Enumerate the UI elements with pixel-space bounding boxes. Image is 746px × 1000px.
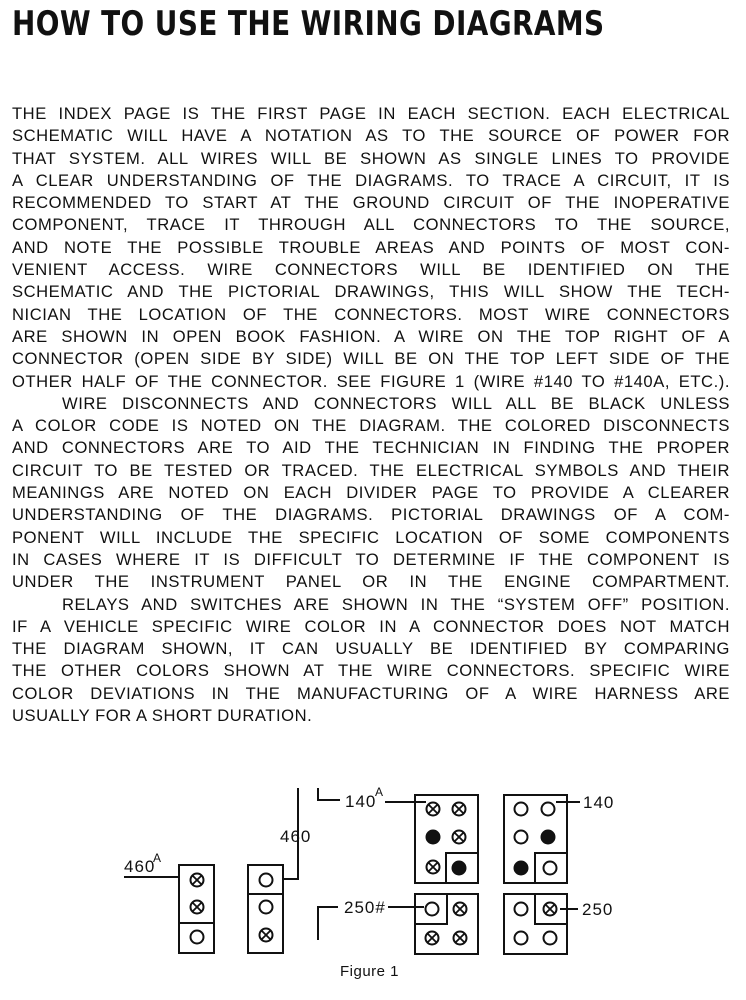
connector-460 — [248, 788, 311, 953]
figure-caption: Figure 1 — [340, 963, 400, 980]
connector-460a — [124, 851, 214, 953]
text-line: ARE SHOWN IN OPEN BOOK FASHION. A WIRE ON THE TOP RIGHT OF A — [12, 326, 730, 346]
text-line: COMPONENT, TRACE IT THROUGH ALL CONNECTORS TO THE SOURCE, — [12, 215, 730, 235]
text-line: VENIENT ACCESS. WIRE CONNECTORS WILL BE IDENTIFIED ON THE — [12, 260, 730, 280]
text-line: AND NOTE THE POSSIBLE TROUBLE AREAS AND POINTS OF MOST CON- — [12, 237, 730, 257]
text-line: SCHEMATIC AND THE PICTORIAL DRAWINGS, THIS WILL SHOW THE TECH- — [12, 282, 730, 302]
text-line: WIRE DISCONNECTS AND CONNECTORS WILL ALL BE BLACK UNLESS — [62, 393, 730, 413]
text-line: THAT SYSTEM. ALL WIRES WILL BE SHOWN AS SINGLE LINES TO PROVIDE — [12, 148, 730, 168]
text-line: UNDERSTANDING OF THE DIAGRAMS. PICTORIAL DRAWINGS OF A COM- — [12, 505, 730, 525]
paragraph — [12, 103, 730, 393]
text-line: AND CONNECTORS ARE TO AID THE TECHNICIAN IN FINDING THE PROPER — [12, 438, 730, 458]
text-line: THE OTHER COLORS SHOWN AT THE WIRE CONNECTORS. SPECIFIC WIRE — [12, 661, 730, 681]
text-line: USUALLY FOR A SHORT DURATION. — [12, 706, 313, 726]
page-title: HOW TO USE THE WIRING DIAGRAMS — [12, 4, 605, 44]
wire-label-460a: 460 — [124, 857, 156, 876]
text-line: RECOMMENDED TO START AT THE GROUND CIRCUIT OF THE INOPERATIVE — [12, 193, 730, 213]
text-line: THE INDEX PAGE IS THE FIRST PAGE IN EACH SECTION. EACH ELECTRICAL — [12, 104, 730, 123]
text-line: UNDER THE INSTRUMENT PANEL OR IN THE ENGINE COMPARTMENT. — [12, 572, 730, 592]
wire-label-250: 250 — [582, 900, 614, 919]
connector-250-hash — [318, 894, 478, 954]
text-line: PONENT WILL INCLUDE THE SPECIFIC LOCATION OF SOME COMPONENTS — [12, 527, 730, 547]
text-line: A CLEAR UNDERSTANDING OF THE DIAGRAMS. TO TRACE A CIRCUIT, IT IS — [12, 170, 730, 190]
text-line: CONNECTOR (OPEN SIDE BY SIDE) WILL BE ON THE TOP LEFT SIDE OF THE — [12, 349, 730, 369]
wire-label-140: 140 — [583, 793, 615, 812]
wire-label-140a: 140 — [345, 792, 377, 811]
text-line: A COLOR CODE IS NOTED ON THE DIAGRAM. THE COLORED DISCONNECTS — [12, 416, 730, 436]
connector-250 — [504, 894, 613, 954]
text-line: IN CASES WHERE IT IS DIFFICULT TO DETERMINE IF THE COMPONENT IS — [12, 549, 730, 569]
paragraph — [12, 393, 730, 594]
text-line: CIRCUIT TO BE TESTED OR TRACED. THE ELECTRICAL SYMBOLS AND THEIR — [12, 460, 730, 480]
text-line: NICIAN THE LOCATION OF THE CONNECTORS. MOST WIRE CONNECTORS — [12, 304, 730, 324]
paragraph — [12, 594, 730, 728]
text-line: IF A VEHICLE SPECIFIC WIRE COLOR IN A CONNECTOR DOES NOT MATCH — [12, 616, 730, 636]
text-line: SCHEMATIC WILL HAVE A NOTATION AS TO THE SOURCE OF POWER FOR — [12, 126, 730, 146]
text-line: COLOR DEVIATIONS IN THE MANUFACTURING OF A WIRE HARNESS ARE — [12, 683, 730, 703]
text-line: THE DIAGRAM SHOWN, IT CAN USUALLY BE IDENTIFIED BY COMPARING — [12, 639, 730, 659]
connector-140a — [318, 785, 478, 883]
text-line: MEANINGS ARE NOTED ON EACH DIVIDER PAGE TO PROVIDE A CLEARER — [12, 483, 730, 503]
wire-label-460a-sup: A — [153, 851, 162, 865]
connector-140 — [504, 793, 614, 883]
wire-label-460: 460 — [280, 827, 312, 846]
text-line: OTHER HALF OF THE CONNECTOR. SEE FIGURE 1 (WIRE #140 TO #140A, ETC.). — [12, 371, 730, 391]
wire-label-250-hash: 250# — [344, 898, 386, 917]
body-text — [12, 103, 730, 727]
text-line: RELAYS AND SWITCHES ARE SHOWN IN THE “SYSTEM OFF” POSITION. — [62, 594, 730, 614]
wire-label-140a-sup: A — [375, 785, 384, 799]
